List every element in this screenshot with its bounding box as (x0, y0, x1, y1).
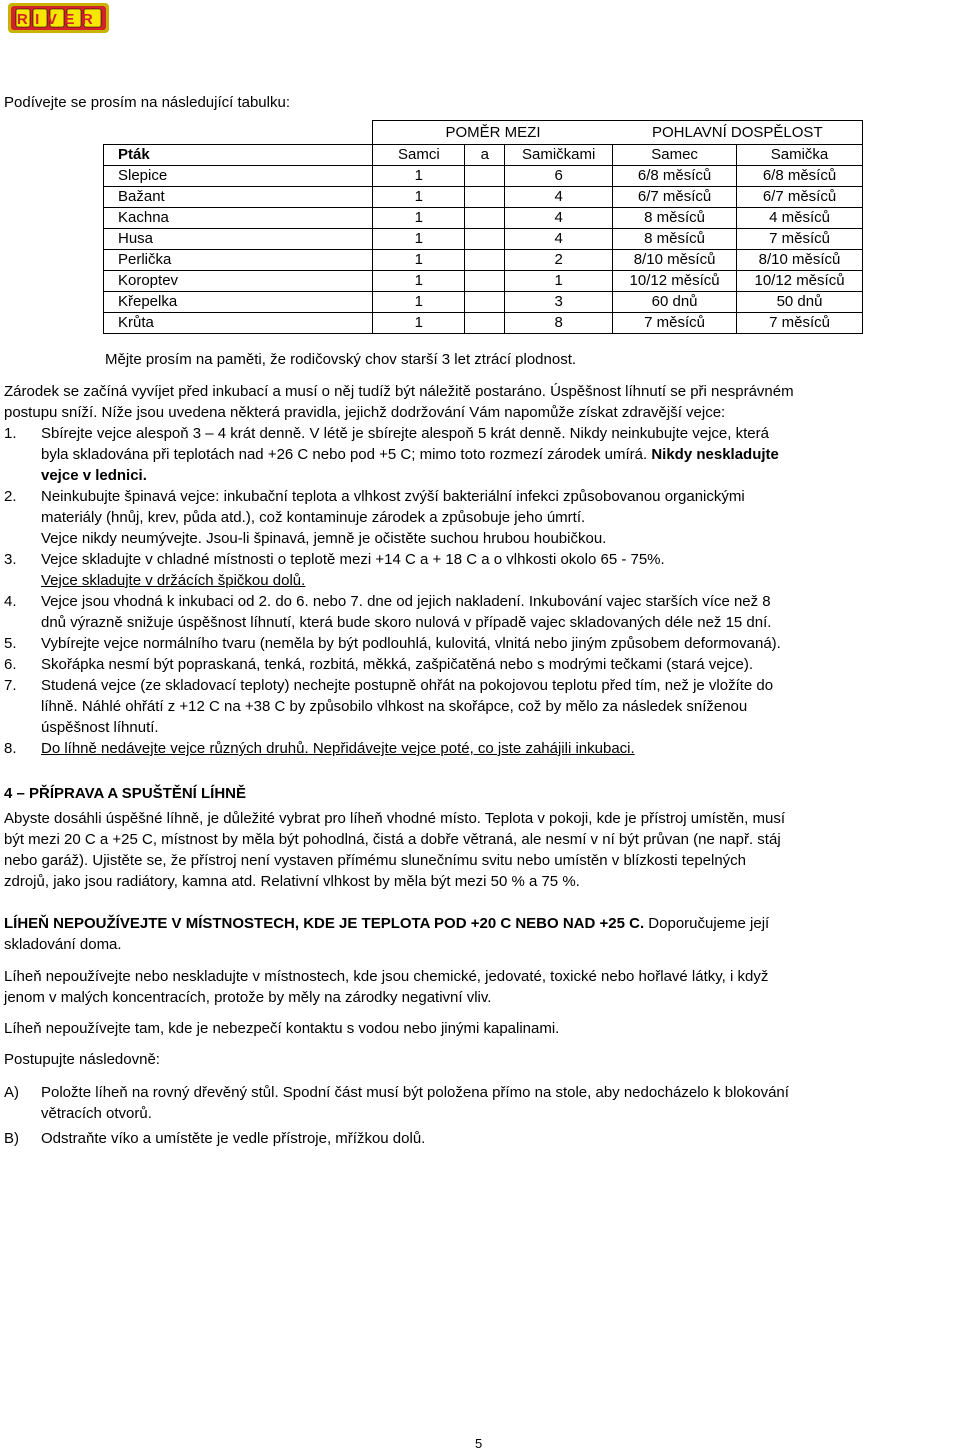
cell-males: 1 (373, 187, 465, 208)
cell-and (465, 229, 505, 250)
table-row (104, 292, 863, 313)
section-heading: 4 – PŘÍPRAVA A SPUŠTĚNÍ LÍHNĚ (4, 785, 246, 802)
river-logo (7, 2, 110, 34)
col-male: Samec (613, 145, 737, 166)
col-bird: Pták (104, 145, 373, 166)
cell-males: 1 (373, 271, 465, 292)
cell-female-maturity: 50 dnů (737, 292, 863, 313)
rule-4: 4. Vejce jsou vhodná k inkubaci od 2. do 6. nebo 7. dne od jejich nakladení. Inkubování vajec starších více než 8 dnů výrazně snižuje úspěšnost líhnutí, která bude skoro nulová v případě vajec skladovaných déle než 15 dní. (4, 593, 772, 631)
table-group-header (104, 121, 863, 145)
section-paragraph-2: LÍHEŇ NEPOUŽÍVEJTE V MÍSTNOSTECH, KDE JE TEPLOTA POD +20 C NEBO NAD +25 C. Doporučujeme její skladování doma. (4, 915, 770, 953)
table-row (104, 187, 863, 208)
col-males: Samci (373, 145, 465, 166)
bird-table (103, 120, 863, 334)
cell-males: 1 (373, 208, 465, 229)
table-note: Mějte prosím na paměti, že rodičovský chov starší 3 let ztrácí plodnost. (105, 351, 577, 368)
section-paragraph-4: Líheň nepoužívejte tam, kde je nebezpečí kontaktu s vodou nebo jinými kapalinami. (4, 1020, 560, 1037)
maturity-header: POHLAVNÍ DOSPĚLOST (613, 121, 863, 145)
rule-1: 1. Sbírejte vejce alespoň 3 – 4 krát denně. V létě je sbírejte alespoň 5 krát denně. Nikdy neinkubujte vejce, která byla skladována při teplotách nad +26 C nebo pod +5 C; mimo toto rozmezí zárodek umírá. Nikdy neskladujte vejce v lednici. (4, 425, 779, 484)
cell-male-maturity: 6/8 měsíců (613, 166, 737, 187)
ratio-header: POMĚR MEZI (373, 121, 613, 145)
cell-males: 1 (373, 313, 465, 334)
cell-bird: Koroptev (104, 271, 373, 292)
cell-female-maturity: 8/10 měsíců (737, 250, 863, 271)
rule-6: 6. Skořápka nesmí být popraskaná, tenká, rozbitá, měkká, zašpičatěná nebo s modrými tečkami (stará vejce). (4, 656, 753, 673)
cell-male-maturity: 10/12 měsíců (613, 271, 737, 292)
cell-male-maturity: 7 měsíců (613, 313, 737, 334)
cell-females: 8 (505, 313, 613, 334)
table-row (104, 313, 863, 334)
cell-female-maturity: 7 měsíců (737, 229, 863, 250)
cell-males: 1 (373, 229, 465, 250)
section-paragraph-3: Líheň nepoužívejte nebo neskladujte v místnostech, kde jsou chemické, jedovaté, toxické nebo hořlavé látky, i když jenom v malých koncentracích, protože by měly na zárodky negativní vliv. (4, 968, 769, 1006)
cell-bird: Krůta (104, 313, 373, 334)
cell-bird: Kachna (104, 208, 373, 229)
step-a: A) Položte líheň na rovný dřevěný stůl. Spodní část musí být položena přímo na stole, aby nedocházelo k blokování větracích otvorů. (4, 1084, 789, 1122)
cell-and (465, 271, 505, 292)
cell-and (465, 187, 505, 208)
logo-text: RIVER (16, 11, 101, 28)
table-header-row (104, 145, 863, 166)
rules-list (4, 423, 956, 759)
rule-5: 5. Vybírejte vejce normálního tvaru (neměla by být podlouhlá, kulovitá, vlnitá nebo jiným způsobem deformovaná). (4, 635, 781, 652)
table-row (104, 250, 863, 271)
cell-male-maturity: 6/7 měsíců (613, 187, 737, 208)
cell-female-maturity: 10/12 měsíců (737, 271, 863, 292)
intro-text: Podívejte se prosím na následující tabulku: (4, 94, 290, 111)
cell-females: 4 (505, 208, 613, 229)
cell-male-maturity: 60 dnů (613, 292, 737, 313)
rules-intro: Zárodek se začíná vyvíjet před inkubací a musí o něj tudíž být náležitě postaráno. Úspěšnost líhnutí se při nesprávném postupu sníží. Níže jsou uvedena některá pravidla, jejichž dodržování Vám napomůže získat zdravější vejce: (4, 383, 794, 421)
cell-and (465, 292, 505, 313)
cell-males: 1 (373, 166, 465, 187)
cell-female-maturity: 7 měsíců (737, 313, 863, 334)
cell-male-maturity: 8 měsíců (613, 208, 737, 229)
table-row (104, 229, 863, 250)
cell-females: 1 (505, 271, 613, 292)
cell-female-maturity: 6/7 měsíců (737, 187, 863, 208)
cell-males: 1 (373, 250, 465, 271)
table-row (104, 271, 863, 292)
col-female: Samička (737, 145, 863, 166)
table-row (104, 166, 863, 187)
rule-7: 7. Studená vejce (ze skladovací teploty) nechejte postupně ohřát na pokojovou teplotu před tím, než je vložíte do líhně. Náhlé ohřátí z +12 C na +38 C by způsobilo vlhkost na skořápce, což by mělo za následek sníženou úspěšnost líhnutí. (4, 677, 774, 736)
cell-bird: Slepice (104, 166, 373, 187)
section-paragraph-1: Abyste dosáhli úspěšné líhně, je důležité vybrat pro líheň vhodné místo. Teplota v pokoji, kde je přístroj umístěn, musí být mezi 20 C a +25 C, místnost by měla být pohodlná, čistá a dobře větraná, ale nesmí v ní být průvan (ne např. stáj nebo garáž). Ujistěte se, že přístroj není vystaven přímému slunečnímu svitu nebo umístěn v blízkosti tepelných zdrojů, jako jsou radiátory, kamna atd. Relativní vlhkost by měla být mezi 50 % a 75 %. (4, 810, 785, 890)
step-b: B) Odstraňte víko a umístěte je vedle přístroje, mřížkou dolů. (4, 1130, 426, 1147)
cell-females: 4 (505, 229, 613, 250)
cell-bird: Perlička (104, 250, 373, 271)
col-females: Samičkami (505, 145, 613, 166)
cell-and (465, 208, 505, 229)
cell-female-maturity: 4 měsíců (737, 208, 863, 229)
cell-females: 4 (505, 187, 613, 208)
cell-females: 6 (505, 166, 613, 187)
cell-male-maturity: 8/10 měsíců (613, 250, 737, 271)
page-number: 5 (475, 1436, 483, 1451)
rule-8: 8. Do líhně nedávejte vejce různých druhů. Nepřidávejte vejce poté, co jste zahájili inkubaci. (4, 740, 635, 757)
rule-3: 3. Vejce skladujte v chladné místnosti o teplotě mezi +14 C a + 18 C a o vlhkosti okolo 65 - 75%. Vejce skladujte v držácích špičkou dolů. (4, 551, 665, 589)
cell-bird: Husa (104, 229, 373, 250)
section-paragraph-5: Postupujte následovně: (4, 1051, 160, 1068)
col-and: a (465, 145, 505, 166)
cell-males: 1 (373, 292, 465, 313)
cell-and (465, 313, 505, 334)
cell-male-maturity: 8 měsíců (613, 229, 737, 250)
cell-and (465, 166, 505, 187)
cell-females: 3 (505, 292, 613, 313)
cell-females: 2 (505, 250, 613, 271)
cell-bird: Bažant (104, 187, 373, 208)
cell-bird: Křepelka (104, 292, 373, 313)
cell-female-maturity: 6/8 měsíců (737, 166, 863, 187)
rule-2: 2. Neinkubujte špinavá vejce: inkubační teplota a vlhkost zvýší bakteriální infekci způsobovanou organickými materiály (hnůj, krev, půda atd.), což kontaminuje zárodek a způsobuje jeho úmrtí. Vejce nikdy neumývejte. Jsou-li špinavá, jemně je očistěte suchou hrubou houbičkou. (4, 488, 745, 547)
cell-and (465, 250, 505, 271)
table-row (104, 208, 863, 229)
